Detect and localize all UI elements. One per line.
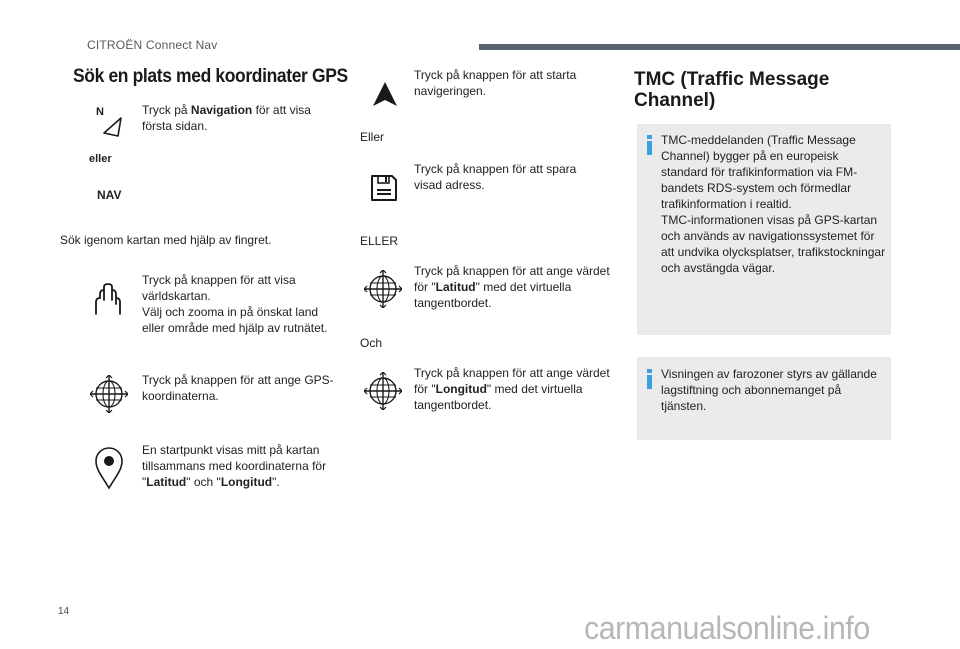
info-icon [647, 135, 652, 155]
info-icon [647, 369, 652, 389]
drag-hand-icon [92, 282, 124, 316]
nav-button-label: NAV [97, 188, 122, 202]
gps-instruction: Tryck på knappen för att ange GPS-koordinaterna. [142, 373, 334, 403]
section-heading-gps: Sök en plats med koordinater GPS [73, 66, 348, 87]
page-number: 14 [58, 606, 70, 617]
globe-grid-icon [364, 372, 402, 410]
header-bar [479, 44, 960, 50]
save-disk-icon [368, 172, 400, 204]
hazard-info-box [637, 357, 891, 440]
latitude-instruction: Tryck på knappen för att ange värdet för "Latitud" med det virtuella tangentbordet. [414, 264, 610, 310]
globe-grid-icon [364, 270, 402, 308]
world-map-instruction: Tryck på knappen för att visa världskartan. Välj och zooma in på önskat land eller område med hjälp av rutnätet. [142, 273, 328, 335]
running-header: CITROËN Connect Nav [87, 38, 218, 52]
hazard-info-text: Visningen av farozoner styrs av gällande lagstiftning och abonnemanget på tjänsten. [661, 367, 877, 413]
tmc-info-text: TMC-meddelanden (Traffic Message Channel) bygger på en europeisk standard för trafikinformation via FM-bandets RDS-system och förmedlar trafikinformation i realtid. TMC-informationen visas på GPS-kartan och används av navigationssystemet för att undvika olycksplatser, trafikstockningar och avstängda vägar. [661, 133, 886, 275]
watermark: carmanualsonline.info [584, 610, 870, 646]
och-connector: Och [360, 336, 383, 350]
navigation-instruction: Tryck på Navigation för att visa första sidan. [142, 103, 311, 133]
tmc-info-box [637, 124, 891, 335]
navigate-arrow-icon [370, 80, 400, 110]
eller-connector-1: Eller [360, 130, 385, 144]
eller-connector-2: ELLER [360, 234, 399, 248]
north-letter: N [96, 106, 104, 118]
eller-label: eller [89, 153, 112, 165]
save-address-text: Tryck på knappen för att spara visad adress. [414, 162, 577, 192]
start-navigation-text: Tryck på knappen för att starta navigeringen. [414, 68, 577, 98]
north-arrow-icon [96, 106, 126, 140]
longitude-instruction: Tryck på knappen för att ange värdet för "Longitud" med det virtuella tangentbordet. [414, 366, 610, 412]
globe-grid-icon [90, 375, 128, 413]
drag-map-text: Sök igenom kartan med hjälp av fingret. [60, 233, 272, 247]
start-point-text: En startpunkt visas mitt på kartan tillsammans med koordinaterna för "Latitud" och "Longitud". [142, 443, 327, 489]
map-pin-icon [94, 446, 124, 490]
section-heading-tmc: TMC (Traffic Message Channel) [634, 69, 830, 111]
